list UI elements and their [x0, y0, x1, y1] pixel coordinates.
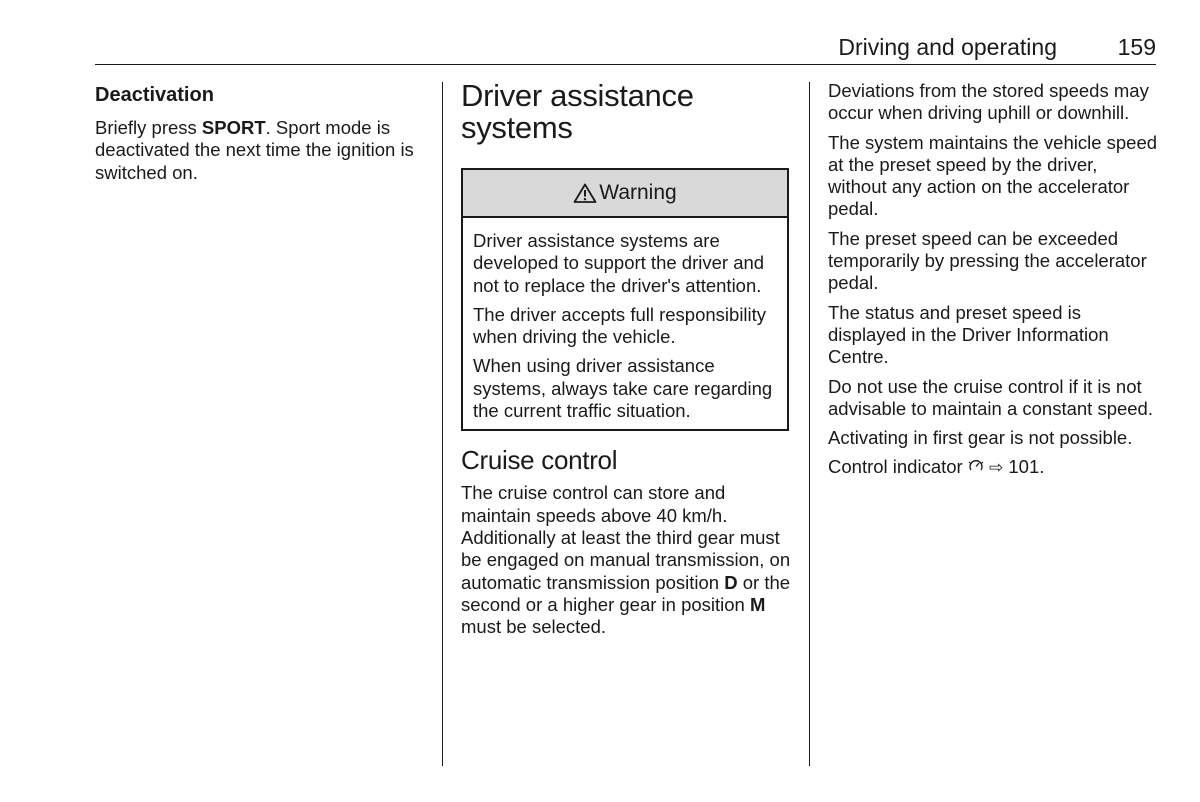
middle-column: [461, 80, 791, 645]
column-divider: [809, 82, 810, 766]
warning-title: Warning: [599, 181, 677, 204]
warning-paragraph: When using driver assistance systems, always take care regarding the current traffic situation.: [473, 355, 773, 422]
section-title: Driving and operating: [838, 34, 1057, 60]
body-paragraph: The preset speed can be exceeded temporarily by pressing the accelerator pedal.: [828, 227, 1147, 294]
control-indicator-line: Control indicator ⇨ 101.: [828, 456, 1045, 478]
page-number: 159: [1117, 34, 1156, 60]
chapter-title: Driver assistance systems: [461, 78, 694, 145]
warning-triangle-icon: [573, 183, 597, 203]
cruise-control-heading: Cruise control: [461, 445, 618, 476]
body-paragraph: The status and preset speed is displayed in the Driver Information Centre.: [828, 301, 1109, 368]
body-paragraph: Deviations from the stored speeds may occur when driving uphill or downhill.: [828, 80, 1149, 124]
warning-box: [461, 168, 789, 431]
warning-header: [463, 170, 787, 218]
page-header: [95, 30, 1156, 65]
right-column: [828, 80, 1160, 487]
page-reference[interactable]: 101.: [1003, 456, 1045, 478]
warning-paragraph: Driver assistance systems are developed to support the driver and not to replace the driver's attention.: [473, 230, 765, 296]
left-column: [95, 80, 425, 191]
column-divider: [442, 82, 443, 766]
page-reference-arrow-icon: ⇨: [988, 458, 1004, 478]
cruise-control-indicator-icon: [968, 458, 984, 474]
deactivation-paragraph: Briefly press SPORT. Sport mode is deactivated the next time the ignition is switched on.: [95, 117, 414, 183]
deactivation-heading: Deactivation: [95, 84, 214, 106]
warning-paragraph: The driver accepts full responsibility when driving the vehicle.: [473, 303, 767, 348]
body-paragraph: The system maintains the vehicle speed at the preset speed by the driver, without any action on the accelerator pedal.: [828, 131, 1158, 220]
body-paragraph: Activating in first gear is not possible.: [828, 427, 1133, 449]
body-paragraph: Do not use the cruise control if it is not advisable to maintain a constant speed.: [828, 375, 1153, 419]
cruise-control-paragraph: The cruise control can store and maintain speeds above 40 km/h. Additionally at least the third gear must be engaged on manual transmission, on automatic transmission position D or the second or a higher gear in position M must be selected.: [461, 482, 791, 638]
sport-button-label: SPORT: [201, 117, 266, 138]
warning-body: [463, 218, 787, 422]
